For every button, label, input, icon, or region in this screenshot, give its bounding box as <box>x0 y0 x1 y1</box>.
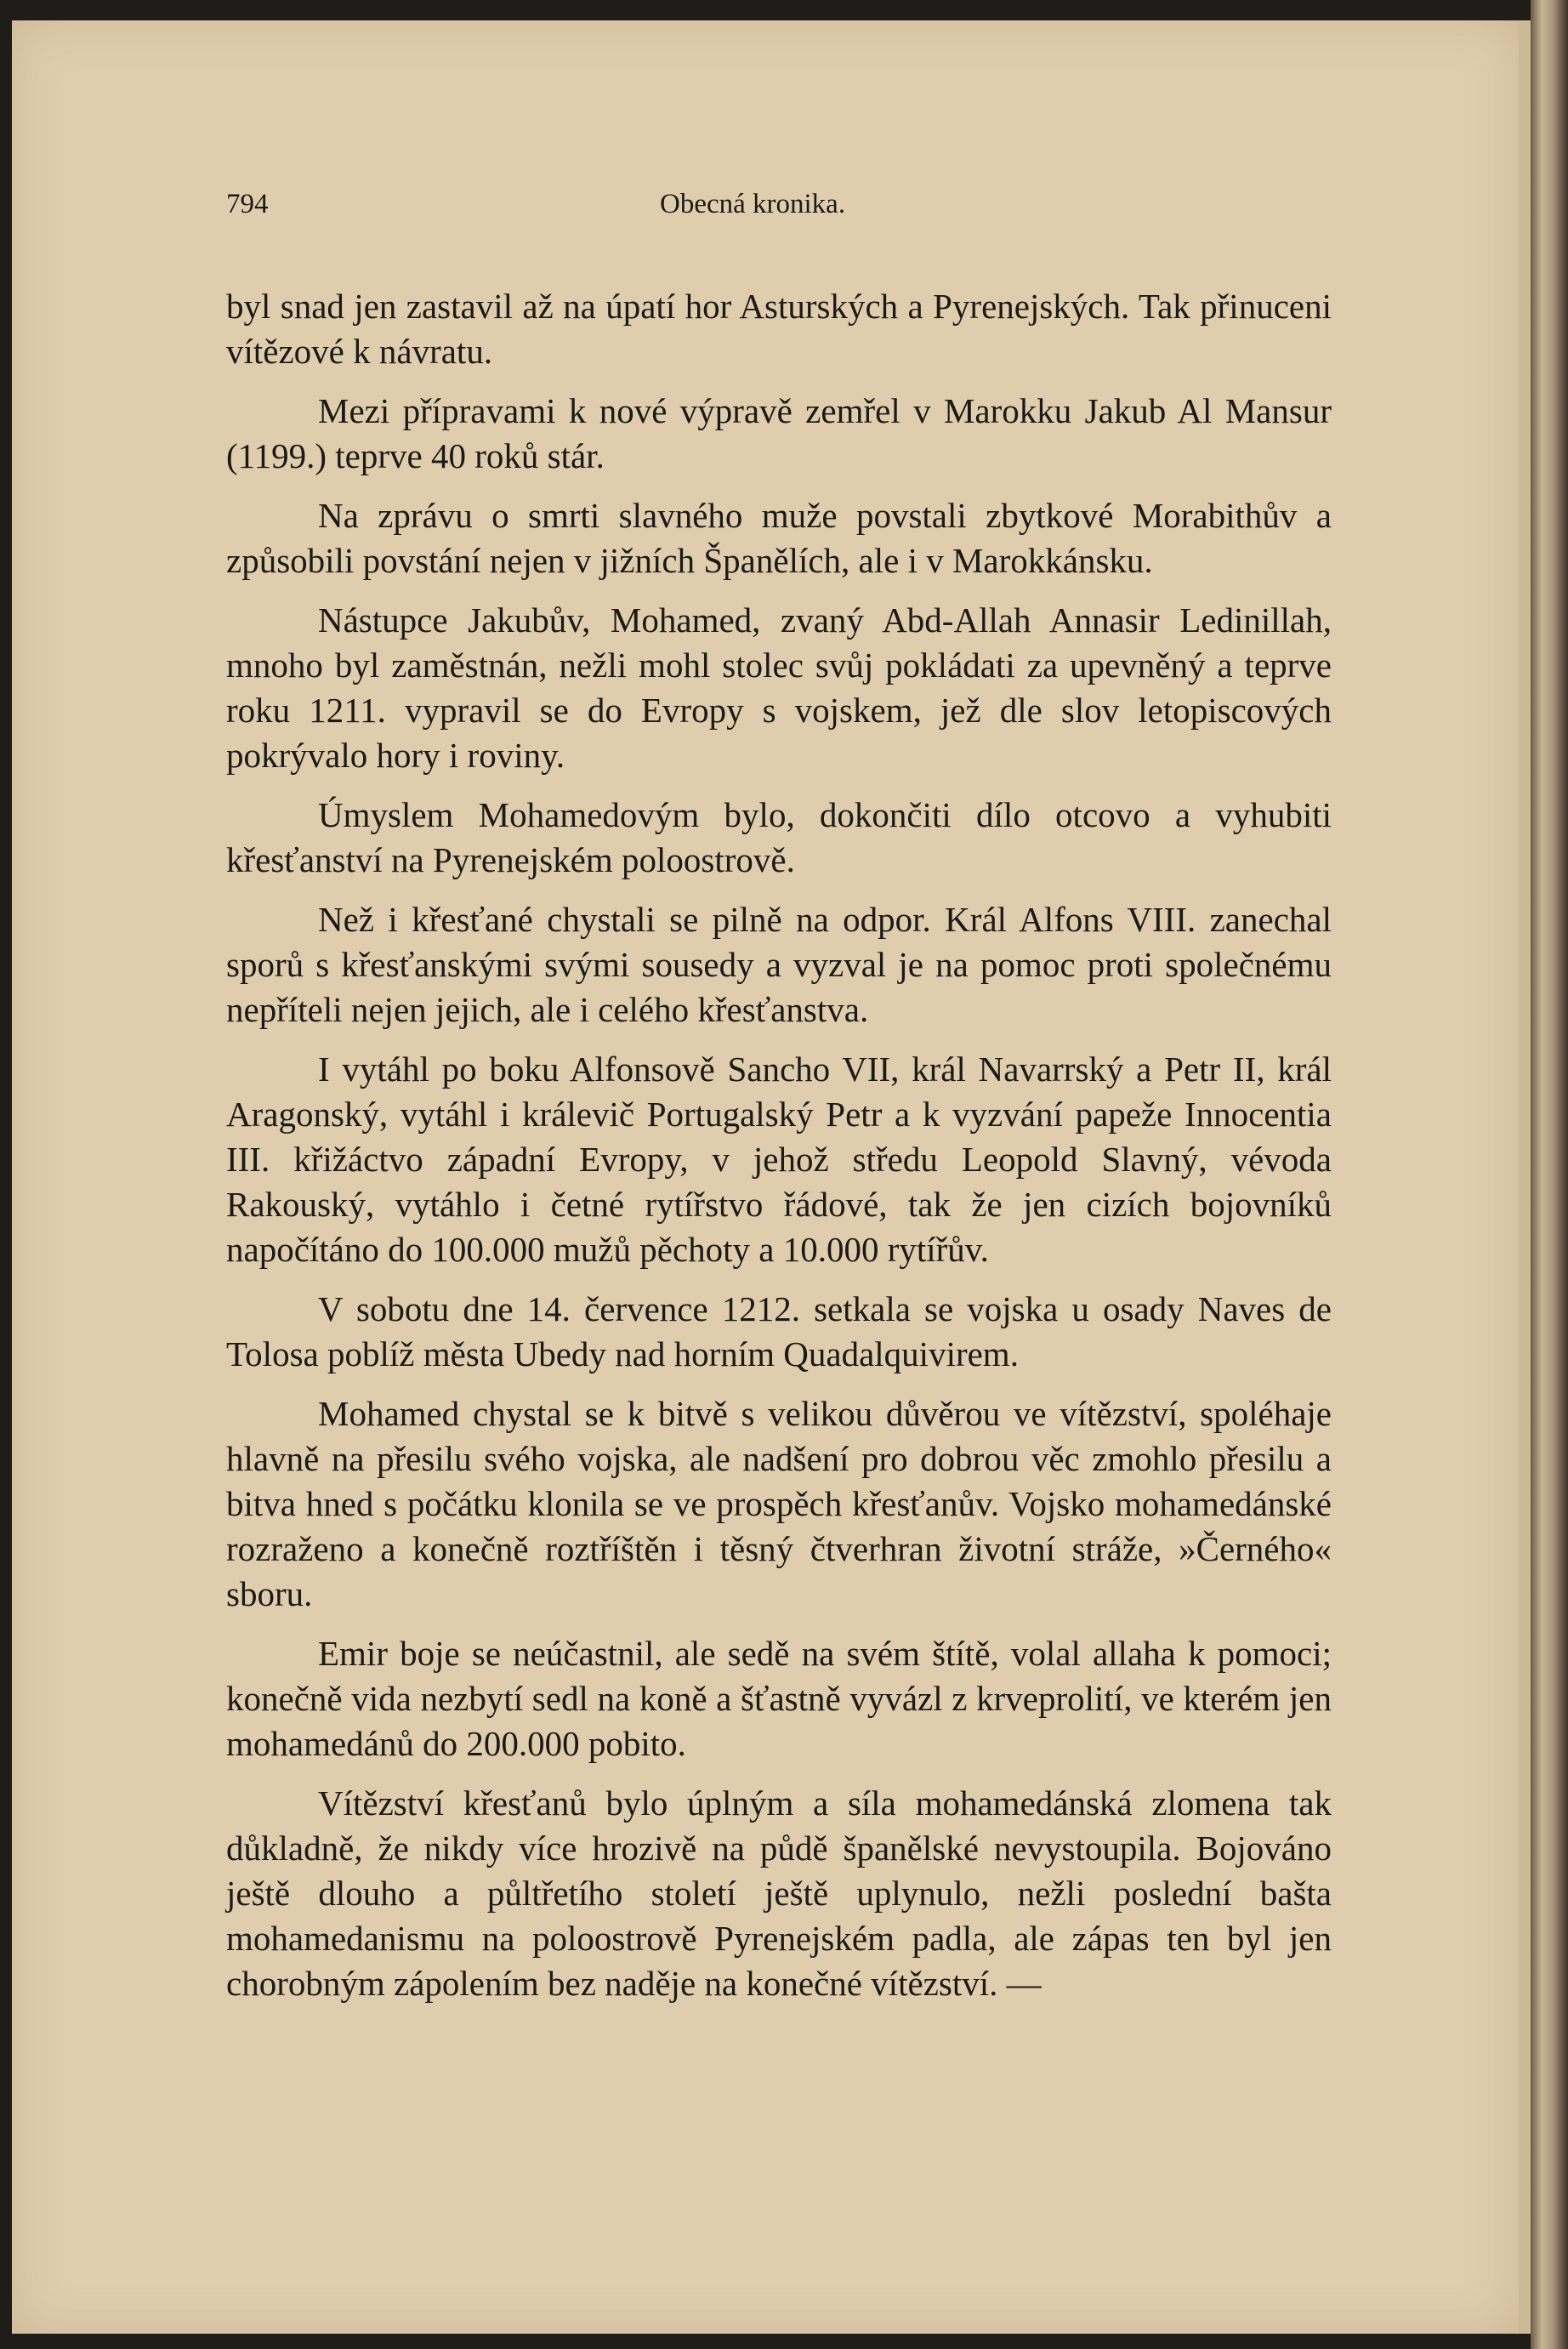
running-title: Obecná kronika. <box>660 189 846 219</box>
paragraph: Mohamed chystal se k bitvě s velikou důvěrou ve vítězství, spoléhaje hlavně na přesilu svého vojska, ale nadšení pro dobrou věc zmohlo přesilu a bitva hned s počátku klonila se ve prospěch křesťanův. Vojsko mohamedánské rozraženo a konečně roztříštěn i těsný čtverhran životní stráže, »Černého« sboru. <box>226 1394 1332 1613</box>
paragraph: V sobotu dne 14. července 1212. setkala se vojska u osady Naves de Tolosa poblíž města Ubedy nad horním Quadalquivirem. <box>226 1289 1332 1374</box>
page-number: 794 <box>226 189 269 219</box>
page-body <box>226 284 1332 2006</box>
paragraph: Na zprávu o smrti slavného muže povstali zbytkové Morabithův a způsobili povstání nejen v jižních Španělích, ale i v Marokkánsku. <box>226 496 1332 580</box>
text-block <box>226 189 1332 2021</box>
book-edge <box>1531 0 1568 2349</box>
paragraph: byl snad jen zastavil až na úpatí hor Asturských a Pyrenejských. Tak přinuceni vítězové k návratu. <box>226 287 1332 371</box>
paragraph: Vítězství křesťanů bylo úplným a síla mohamedánská zlomena tak důkladně, že nikdy více hrozivě na půdě španělské nevystoupila. Bojováno ještě dlouho a půltřetího století ještě uplynulo, nežli poslední bašta mohamedanismu na poloostrově Pyrenejském padla, ale zápas ten byl jen chorobným zápolením bez naděje na konečné vítězství. — <box>226 1783 1332 2003</box>
paragraph: I vytáhl po boku Alfonsově Sancho VII, král Navarrský a Petr II, král Aragonský, vytáhl i králevič Portugalský Petr a k vyzvání papeže Innocentia III. křižáctvo západní Evropy, v jehož středu Leopold Slavný, vévoda Rakouský, vytáhlo i četné rytířstvo řádové, tak že jen cizích bojovníků napočítáno do 100.000 mužů pěchoty a 10.000 rytířův. <box>226 1049 1332 1269</box>
paragraph: Nástupce Jakubův, Mohamed, zvaný Abd-Allah Annasir Ledinillah, mnoho byl zaměstnán, nežli mohl stolec svůj pokládati za upevněný a teprve roku 1211. vypravil se do Evropy s vojskem, jež dle slov letopiscových pokrývalo hory i roviny. <box>226 600 1332 775</box>
paragraph: Emir boje se neúčastnil, ale sedě na svém štítě, volal allaha k pomoci; konečně vida nezbytí sedl na koně a šťastně vyvázl z krveprolití, ve kterém jen mohamedánů do 200.000 pobito. <box>226 1634 1332 1763</box>
paragraph: Než i křesťané chystali se pilně na odpor. Král Alfons VIII. zanechal sporů s křesťanskými svými sousedy a vyzval je na pomoc proti společnému nepříteli nejen jejich, ale i celého křesťanstva. <box>226 900 1332 1029</box>
paragraph: Úmyslem Mohamedovým bylo, dokončiti dílo otcovo a vyhubiti křesťanství na Pyrenejském poloostrově. <box>226 795 1332 879</box>
page-header <box>226 189 1332 240</box>
paragraph: Mezi přípravami k nové výpravě zemřel v Marokku Jakub Al Mansur (1199.) teprve 40 roků stár. <box>226 391 1332 475</box>
